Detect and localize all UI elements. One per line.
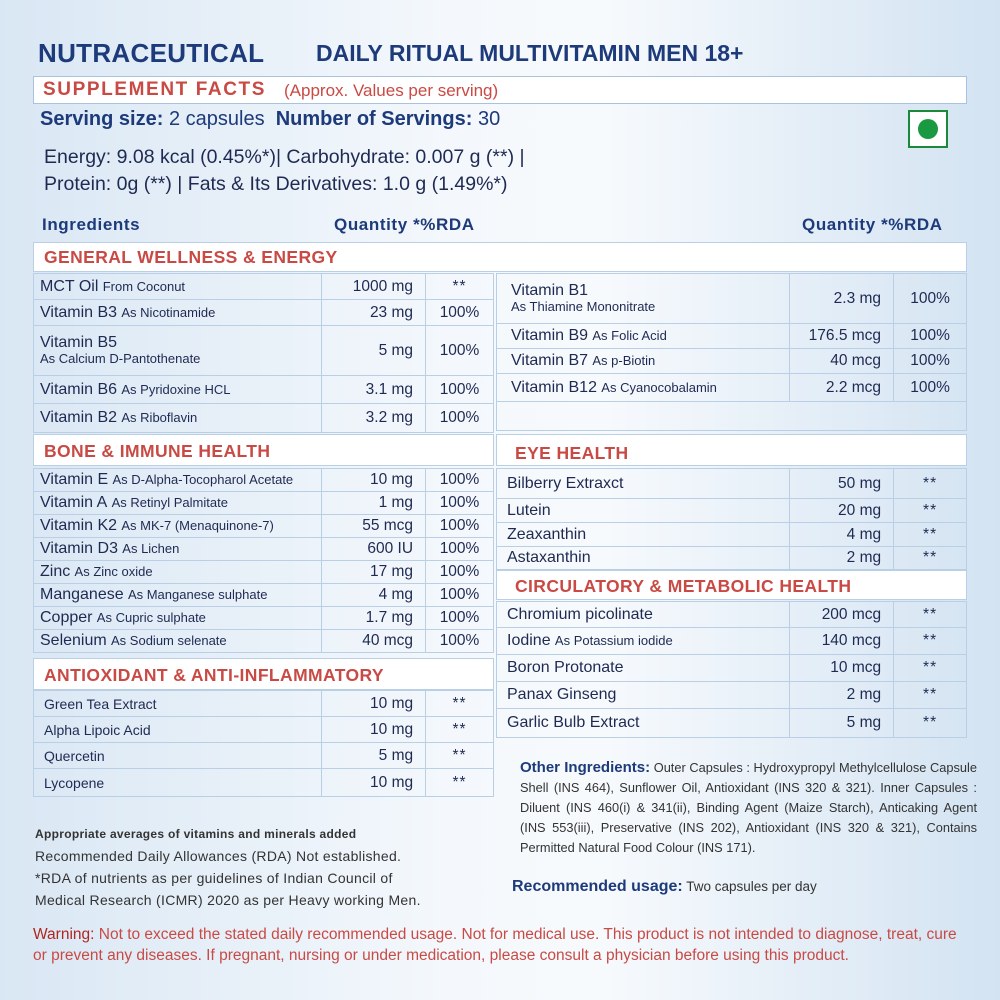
ingredient-source: As Thiamine Mononitrate [511, 298, 656, 314]
ingredient-rda: ** [894, 628, 967, 655]
ingredient-name: Astaxanthin [507, 549, 591, 566]
ingredient-rda: ** [426, 769, 494, 797]
table-row [34, 404, 494, 433]
ingredient-name: Vitamin B1 [511, 281, 589, 299]
ingredient-name: Vitamin K2 [40, 517, 118, 534]
ingredient-source: As Lichen [122, 541, 180, 556]
ingredient-source: As p-Biotin [592, 353, 656, 368]
ingredient-rda: 100% [894, 324, 967, 349]
ingredient-rda: ** [426, 691, 494, 717]
ingredient-qty: 23 mg [322, 300, 426, 326]
ingredient-rda: ** [894, 523, 967, 547]
table-row [34, 538, 494, 561]
section-circ-title: CIRCULATORY & METABOLIC HEALTH [515, 576, 852, 596]
ingredient-name: Iodine [507, 632, 551, 649]
ingredient-qty: 5 mg [322, 326, 426, 376]
ingredient-name: Vitamin E [40, 471, 109, 488]
ingredient-name: Boron Protonate [507, 659, 624, 676]
ingredient-qty: 1.7 mg [322, 607, 426, 630]
other-ingredients-text: Outer Capsules : Hydroxypropyl Methylcellulose Capsule Shell (INS 464), Sunflower Oil, Antioxidant (INS 320 & 321). Inner Capsules : Diluent (INS 460(i) & 341(ii), Binding Agent (Maize Starch), Anticaking Agent (INS 553(iii), Preservative (INS 202), Antioxidant (INS 320 & 321), Contains Permitted Natural Food Colour (INS 171). [520, 760, 978, 855]
table-row [34, 743, 494, 769]
qty-rda-header-left: Quantity *%RDA [334, 215, 475, 234]
table-row [34, 376, 494, 404]
ingredient-name: Manganese [40, 586, 124, 603]
section-bone-title: BONE & IMMUNE HEALTH [44, 441, 271, 461]
ingredient-rda: ** [894, 469, 967, 499]
usage-label: Recommended usage: [512, 878, 683, 895]
table-row [34, 769, 494, 797]
eye-table [496, 468, 967, 570]
ingredient-name: Zinc [40, 563, 71, 580]
ingredient-rda: 100% [426, 492, 494, 515]
ingredient-source: As Pyridoxine HCL [121, 381, 231, 397]
ingredient-source: As MK-7 (Menaquinone-7) [121, 518, 274, 533]
serving-info [40, 108, 500, 131]
table-row [34, 469, 494, 492]
section-general-title: GENERAL WELLNESS & ENERGY [44, 247, 338, 267]
ingredient-name: Vitamin B3 [40, 303, 118, 321]
table-row [34, 274, 494, 300]
supplement-facts-subtitle: (Approx. Values per serving) [284, 81, 499, 100]
ingredient-source: As Nicotinamide [121, 304, 216, 320]
notes-line-3: *RDA of nutrients as per guidelines of Indian Council of [35, 870, 393, 886]
serving-size-label: Serving size: [40, 108, 164, 130]
table-row [34, 326, 494, 376]
supplement-facts-title: SUPPLEMENT FACTS [43, 79, 267, 100]
ingredient-rda: ** [894, 709, 967, 738]
ingredient-name: Vitamin B7 [511, 352, 589, 369]
ingredient-name: Vitamin B5 [40, 333, 118, 351]
ingredient-source: As Folic Acid [592, 328, 667, 343]
ingredient-name: Vitamin B6 [40, 380, 118, 398]
ingredient-rda: 100% [426, 584, 494, 607]
ingredient-qty: 5 mg [322, 743, 426, 769]
circ-table [496, 601, 967, 738]
ingredient-qty: 20 mg [790, 499, 894, 523]
ingredient-qty: 140 mcg [790, 628, 894, 655]
section-eye-bar [496, 434, 967, 466]
table-row [497, 499, 967, 523]
ingredient-source: As Riboflavin [121, 410, 198, 425]
table-row [34, 584, 494, 607]
ingredient-qty: 2.2 mcg [790, 374, 894, 402]
ingredient-name: Vitamin A [40, 494, 108, 511]
ingredient-name: Lutein [507, 501, 551, 519]
section-antiox-title: ANTIOXIDANT & ANTI-INFLAMMATORY [44, 665, 385, 685]
warning-text: Not to exceed the stated daily recommended usage. Not for medical use. This product is not intended to diagnose, treat, cure or prevent any diseases. If pregnant, nursing or under medication, please consult a physician before using this product. [33, 926, 957, 964]
ingredient-qty: 3.2 mg [322, 404, 426, 433]
ingredient-qty: 4 mg [790, 523, 894, 547]
ingredient-qty: 2 mg [790, 547, 894, 570]
other-ingredients [520, 758, 977, 858]
ingredient-rda: ** [426, 717, 494, 743]
table-row [497, 709, 967, 738]
ingredient-rda: ** [894, 655, 967, 682]
ingredient-source: As D-Alpha-Tocopharol Acetate [112, 472, 294, 487]
ingredient-rda: 100% [426, 515, 494, 538]
ingredient-rda: ** [894, 602, 967, 628]
ingredient-qty: 17 mg [322, 561, 426, 584]
recommended-usage [512, 878, 817, 896]
ingredient-rda: 100% [426, 469, 494, 492]
ingredient-rda: ** [426, 743, 494, 769]
usage-text: Two capsules per day [686, 879, 817, 894]
table-row [34, 515, 494, 538]
ingredient-name: Quercetin [34, 743, 322, 769]
ingredient-qty: 1000 mg [322, 274, 426, 300]
ingredient-rda: 100% [426, 300, 494, 326]
ingredients-header: Ingredients [42, 215, 141, 234]
servings-label: Number of Servings: [275, 108, 473, 130]
table-row [497, 682, 967, 709]
ingredient-name: Garlic Bulb Extract [507, 714, 640, 731]
ingredient-rda: 100% [426, 404, 494, 433]
ingredient-name: Zeaxanthin [507, 525, 587, 543]
table-row [34, 561, 494, 584]
ingredient-qty: 5 mg [790, 709, 894, 738]
ingredient-name: Bilberry Extraxct [507, 474, 624, 492]
ingredient-source: From Coconut [102, 278, 186, 294]
product-title: DAILY RITUAL MULTIVITAMIN MEN 18+ [316, 40, 744, 66]
energy-line-1: Energy: 9.08 kcal (0.45%*)| Carbohydrate: 0.007 g (**) | [44, 146, 525, 168]
ingredient-name: Copper [40, 609, 93, 626]
table-row [34, 300, 494, 326]
ingredient-qty: 10 mg [322, 769, 426, 797]
ingredient-name: Vitamin B2 [40, 409, 118, 426]
ingredient-rda: 100% [426, 630, 494, 653]
table-row [34, 607, 494, 630]
ingredient-qty: 176.5 mcg [790, 324, 894, 349]
qty-rda-header-right: Quantity *%RDA [802, 215, 943, 234]
ingredient-qty: 2.3 mg [790, 274, 894, 324]
ingredient-rda: 100% [894, 274, 967, 324]
table-row [497, 628, 967, 655]
ingredient-qty: 4 mg [322, 584, 426, 607]
ingredient-name: Vitamin D3 [40, 540, 118, 557]
ingredient-name: Alpha Lipoic Acid [34, 717, 322, 743]
ingredient-qty: 2 mg [790, 682, 894, 709]
ingredient-rda: ** [894, 682, 967, 709]
notes-line-2: Recommended Daily Allowances (RDA) Not established. [35, 848, 402, 864]
other-ingredients-label: Other Ingredients: [520, 759, 651, 776]
table-row [497, 523, 967, 547]
ingredient-name: Lycopene [34, 769, 322, 797]
rda-notes [35, 822, 421, 911]
ingredient-source: As Retinyl Palmitate [111, 495, 228, 510]
ingredient-rda: 100% [894, 374, 967, 402]
ingredient-rda: ** [426, 274, 494, 300]
section-eye-title: EYE HEALTH [515, 443, 629, 463]
ingredient-qty: 200 mcg [790, 602, 894, 628]
ingredient-qty: 10 mg [322, 717, 426, 743]
antiox-table [33, 690, 494, 797]
table-row [497, 349, 967, 374]
table-row [34, 717, 494, 743]
table-row [497, 469, 967, 499]
ingredient-source: As Cyanocobalamin [601, 379, 717, 395]
veg-mark-icon [908, 110, 948, 148]
ingredient-source: As Sodium selenate [111, 633, 227, 648]
table-row [497, 274, 967, 324]
ingredient-source: As Zinc oxide [74, 564, 153, 579]
table-row [34, 691, 494, 717]
ingredient-name: Vitamin B9 [511, 327, 589, 344]
ingredient-source: As Cupric sulphate [96, 610, 206, 625]
ingredient-rda: 100% [426, 561, 494, 584]
ingredient-qty: 1 mg [322, 492, 426, 515]
ingredient-qty: 10 mcg [790, 655, 894, 682]
section-general-bar [33, 242, 967, 272]
ingredient-name: MCT Oil [40, 277, 99, 295]
ingredient-qty: 50 mg [790, 469, 894, 499]
table-row [497, 324, 967, 349]
ingredient-rda: 100% [426, 538, 494, 561]
warning [33, 924, 973, 966]
ingredient-qty: 10 mg [322, 469, 426, 492]
ingredient-name: Selenium [40, 632, 107, 649]
general-left-table [33, 273, 494, 433]
ingredient-qty: 40 mcg [790, 349, 894, 374]
energy-info [44, 144, 525, 198]
servings-value: 30 [477, 108, 501, 130]
ingredient-rda: 100% [426, 607, 494, 630]
ingredient-source: As Calcium D-Pantothenate [40, 350, 201, 366]
ingredient-name: Chromium picolinate [507, 605, 653, 623]
ingredient-qty: 55 mcg [322, 515, 426, 538]
ingredient-qty: 600 IU [322, 538, 426, 561]
section-antiox-bar [33, 658, 494, 690]
ingredient-qty: 40 mcg [322, 630, 426, 653]
notes-line-1: Appropriate averages of vitamins and minerals added [35, 827, 357, 841]
table-row [497, 402, 967, 431]
ingredient-qty: 10 mg [322, 691, 426, 717]
general-right-table [496, 273, 967, 431]
ingredient-source: As Manganese sulphate [127, 587, 268, 602]
ingredient-rda: ** [894, 499, 967, 523]
section-bone-bar [33, 434, 494, 466]
section-circ-bar [496, 570, 967, 600]
bone-table [33, 468, 494, 653]
table-row [497, 602, 967, 628]
notes-line-4: Medical Research (ICMR) 2020 as per Heavy working Men. [35, 892, 421, 908]
ingredient-rda: 100% [894, 349, 967, 374]
energy-line-2: Protein: 0g (**) | Fats & Its Derivatives: 1.0 g (1.49%*) [44, 173, 508, 195]
brand-title: NUTRACEUTICAL [38, 38, 265, 68]
ingredient-rda: 100% [426, 376, 494, 404]
serving-size-value: 2 capsules [168, 108, 265, 130]
table-row [497, 547, 967, 570]
ingredient-rda: ** [894, 547, 967, 570]
table-row [34, 492, 494, 515]
ingredient-name: Vitamin B12 [511, 378, 597, 396]
ingredient-rda: 100% [426, 326, 494, 376]
warning-label: Warning: [33, 926, 95, 943]
table-row [497, 655, 967, 682]
ingredient-source: As Potassium iodide [554, 633, 673, 648]
table-row [34, 630, 494, 653]
supplement-facts-bar [33, 76, 967, 104]
table-row [497, 374, 967, 402]
ingredient-name: Panax Ginseng [507, 686, 617, 703]
ingredient-name: Green Tea Extract [34, 691, 322, 717]
ingredient-qty: 3.1 mg [322, 376, 426, 404]
